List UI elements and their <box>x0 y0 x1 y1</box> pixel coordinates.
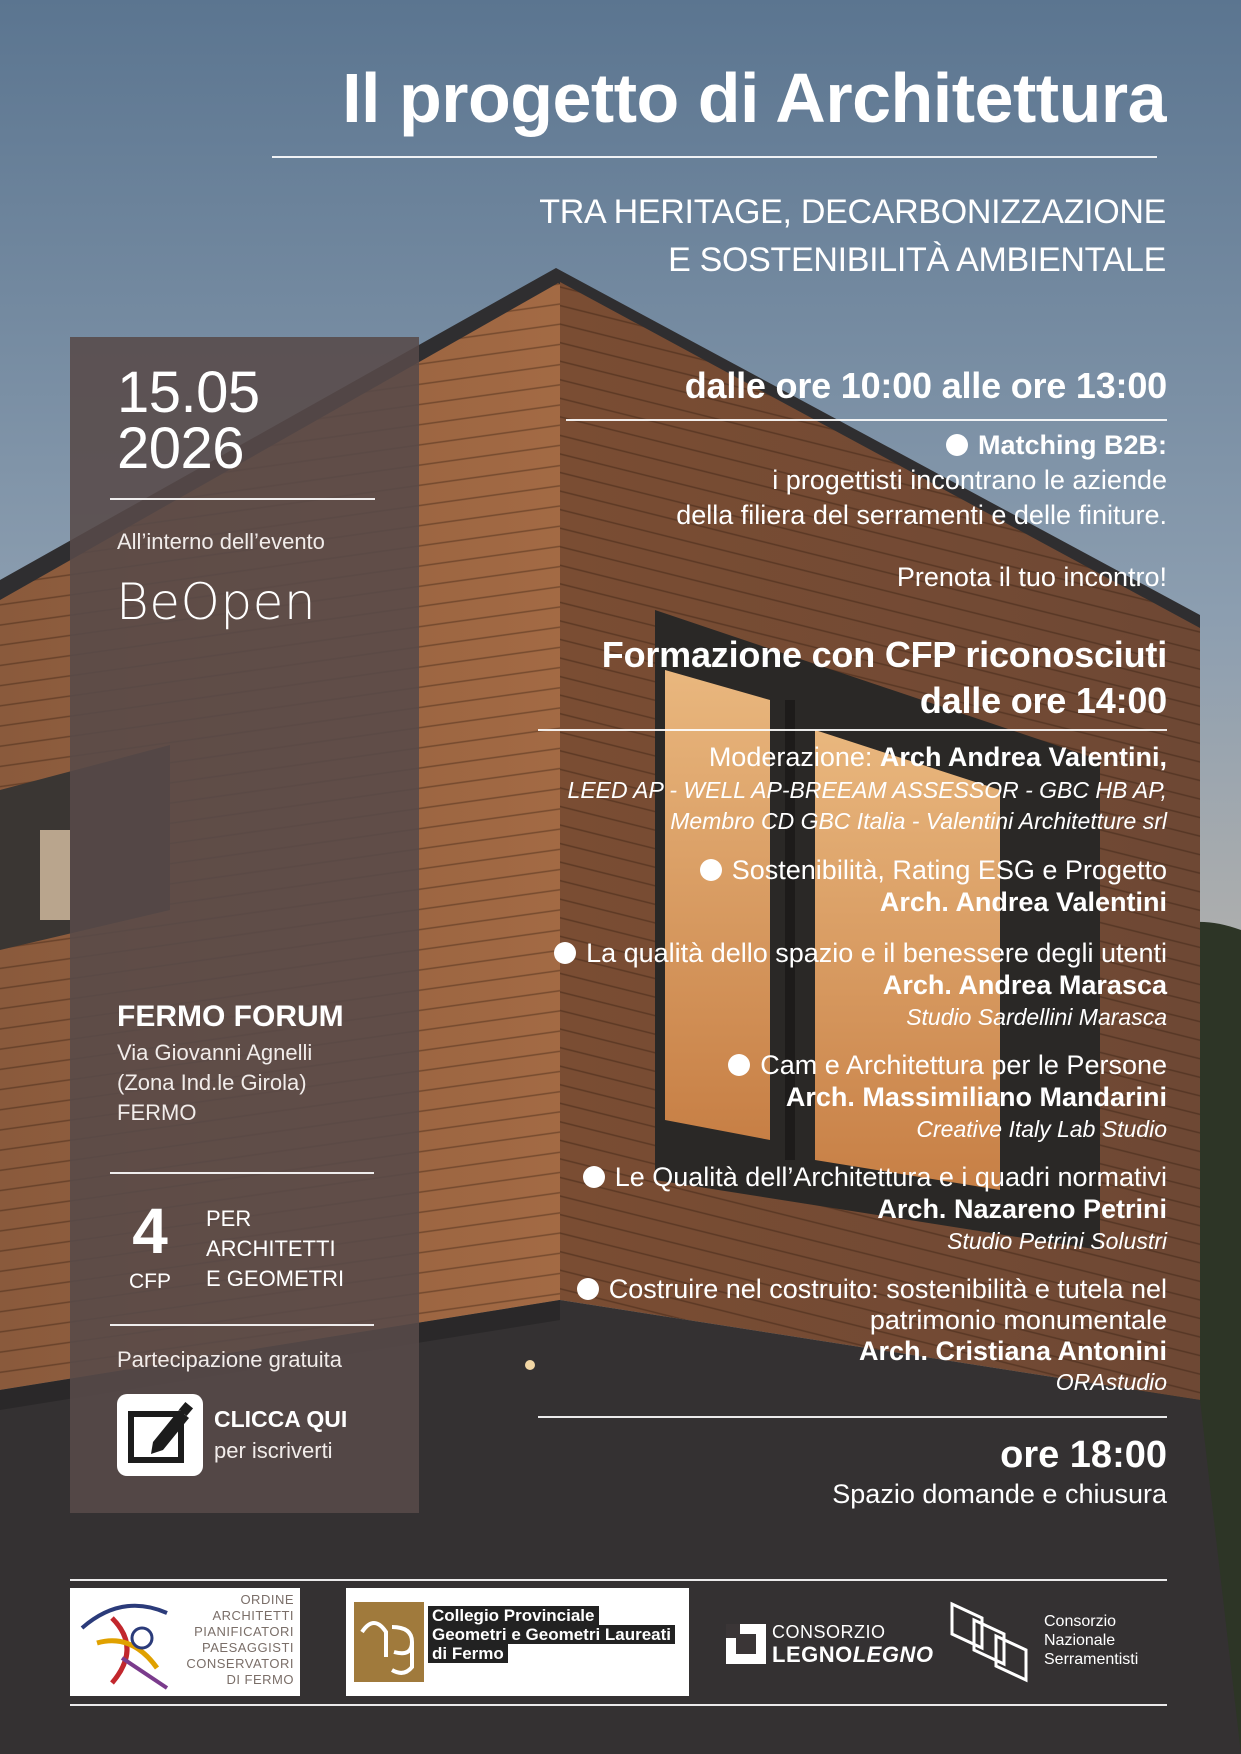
event-date-day-month: 15.05 <box>117 360 260 425</box>
collegio-geometri-logo <box>346 1588 689 1696</box>
bullet-icon <box>728 1054 750 1076</box>
cfp-label: CFP <box>129 1270 171 1293</box>
page-title: Il progetto di Architettura <box>342 59 1166 137</box>
talk-1 <box>520 854 1167 918</box>
sidebar-divider-2 <box>110 1172 374 1174</box>
venue-name: FERMO FORUM <box>117 1000 344 1033</box>
moderation-block <box>520 740 1167 836</box>
talk-speaker: Arch. Cristiana Antonini <box>858 1336 1167 1366</box>
cfp-number: 4 <box>132 1195 168 1267</box>
event-date-year: 2026 <box>117 416 245 481</box>
closing-time: ore 18:00 <box>1000 1434 1167 1476</box>
b2b-section <box>520 428 1167 533</box>
talk-org: Creative Italy Lab Studio <box>916 1116 1167 1142</box>
sidebar-divider-1 <box>110 498 375 500</box>
bullet-icon <box>583 1166 605 1188</box>
event-date <box>117 360 260 481</box>
training-divider <box>538 729 1167 731</box>
cns-mark-icon <box>948 1598 1034 1684</box>
talk-title-line-1: Costruire nel costruito: sostenibilità e tutela nel <box>520 1274 1167 1305</box>
collegio-emblem-icon <box>354 1602 424 1682</box>
sidebar-divider-3 <box>110 1324 374 1326</box>
talk-speaker: Arch. Massimiliano Mandarini <box>785 1082 1167 1112</box>
venue-city: FERMO <box>117 1100 197 1125</box>
talk-speaker: Arch. Andrea Valentini <box>879 887 1167 917</box>
talk-title: Cam e Architettura per le Persone <box>520 1049 1167 1081</box>
closing-block <box>520 1432 1167 1510</box>
cns-logo <box>948 1598 1148 1688</box>
talk-4 <box>520 1161 1167 1257</box>
closing-text: Spazio domande e chiusura <box>832 1479 1167 1509</box>
info-sidebar <box>70 337 419 1513</box>
moderation-prefix: Moderazione: <box>708 742 880 772</box>
b2b-line-2: della filiera del serramenti e delle finiture. <box>676 500 1167 530</box>
cfp-audience-line-1: PER <box>206 1206 252 1231</box>
title-divider <box>272 156 1157 158</box>
moderator-credentials-1: LEED AP - WELL AP-BREEAM ASSESSOR - GBC HB AP, <box>567 777 1167 803</box>
ordine-emblem-icon <box>72 1588 182 1696</box>
talk-speaker: Arch. Andrea Marasca <box>882 970 1167 1000</box>
logos-bottom-divider <box>70 1704 1167 1706</box>
legnolegno-top: CONSORZIO <box>772 1622 886 1642</box>
ordine-architetti-logo <box>70 1588 300 1696</box>
talk-title: Sostenibilità, Rating ESG e Progetto <box>520 854 1167 886</box>
talk-5 <box>520 1274 1167 1398</box>
logos-top-divider <box>70 1579 1167 1581</box>
b2b-cta[interactable]: Prenota il tuo incontro! <box>896 562 1167 592</box>
training-heading-line-1: Formazione con CFP riconosciuti <box>601 634 1167 675</box>
edit-form-icon <box>117 1394 203 1476</box>
morning-divider <box>566 419 1167 421</box>
beopen-logo <box>116 573 316 631</box>
ordine-text: ORDINE ARCHITETTI PIANIFICATORI PAESAGGISTI CONSERVATORI DI FERMO <box>186 1592 294 1687</box>
bullet-icon <box>577 1278 599 1300</box>
subtitle-line-1: TRA HERITAGE, DECARBONIZZAZIONE <box>539 193 1166 231</box>
bullet-icon <box>700 859 722 881</box>
register-link[interactable]: CLICCA QUI <box>214 1406 348 1432</box>
b2b-line-1: i progettisti incontrano le aziende <box>772 465 1167 495</box>
bullet-icon <box>946 434 968 456</box>
talk-title: Le Qualità dell’Architettura e i quadri normativi <box>520 1161 1167 1193</box>
legnolegno-bottom: LEGNOLEGNO <box>772 1642 934 1667</box>
talk-org: Studio Sardellini Marasca <box>906 1004 1167 1030</box>
talk-org: ORAstudio <box>1055 1369 1167 1395</box>
moderator-name: Arch Andrea Valentini, <box>879 742 1167 772</box>
venue-street: Via Giovanni Agnelli <box>117 1040 313 1065</box>
talk-title: La qualità dello spazio e il benessere degli utenti <box>520 937 1167 969</box>
participation-note: Partecipazione gratuita <box>117 1347 343 1372</box>
collegio-text: Collegio Provinciale Geometri e Geometri Laureati di Fermo <box>428 1606 675 1663</box>
venue-address <box>117 1038 312 1128</box>
talk-3 <box>520 1049 1167 1145</box>
event-intro: All’interno dell’evento <box>117 529 325 554</box>
cfp-audience-line-3: E GEOMETRI <box>206 1266 345 1291</box>
register-link-sub[interactable]: per iscriverti <box>214 1438 333 1463</box>
page-subtitle <box>440 188 1166 284</box>
beopen-logo-text: BeOpen <box>116 573 317 631</box>
cfp-audience-line-2: ARCHITETTI <box>206 1236 336 1261</box>
b2b-title-row <box>520 428 1167 463</box>
talk-speaker: Arch. Nazareno Petrini <box>877 1194 1167 1224</box>
cfp-audience <box>206 1204 344 1294</box>
venue-zone: (Zona Ind.le Girola) <box>117 1070 307 1095</box>
cns-text: Consorzio Nazionale Serramentisti <box>1044 1613 1139 1668</box>
subtitle-line-2: E SOSTENIBILITÀ AMBIENTALE <box>668 241 1166 279</box>
moderator-credentials-2: Membro CD GBC Italia - Valentini Architetture srl <box>670 808 1167 834</box>
cg-monogram-icon <box>354 1602 424 1682</box>
talk-2 <box>520 937 1167 1033</box>
closing-divider <box>538 1416 1167 1418</box>
talk-org: Studio Petrini Solustri <box>947 1228 1167 1254</box>
training-heading-line-2: dalle ore 14:00 <box>919 680 1167 721</box>
legnolegno-logo <box>724 1620 934 1670</box>
bullet-icon <box>554 942 576 964</box>
talk-title-line-2: patrimonio monumentale <box>869 1305 1167 1335</box>
register-button[interactable] <box>117 1394 203 1476</box>
morning-time: dalle ore 10:00 alle ore 13:00 <box>684 365 1167 406</box>
moderator-row <box>520 740 1167 774</box>
b2b-title: Matching B2B: <box>978 430 1167 460</box>
legnolegno-mark-icon <box>724 1622 768 1666</box>
training-heading <box>520 632 1167 724</box>
